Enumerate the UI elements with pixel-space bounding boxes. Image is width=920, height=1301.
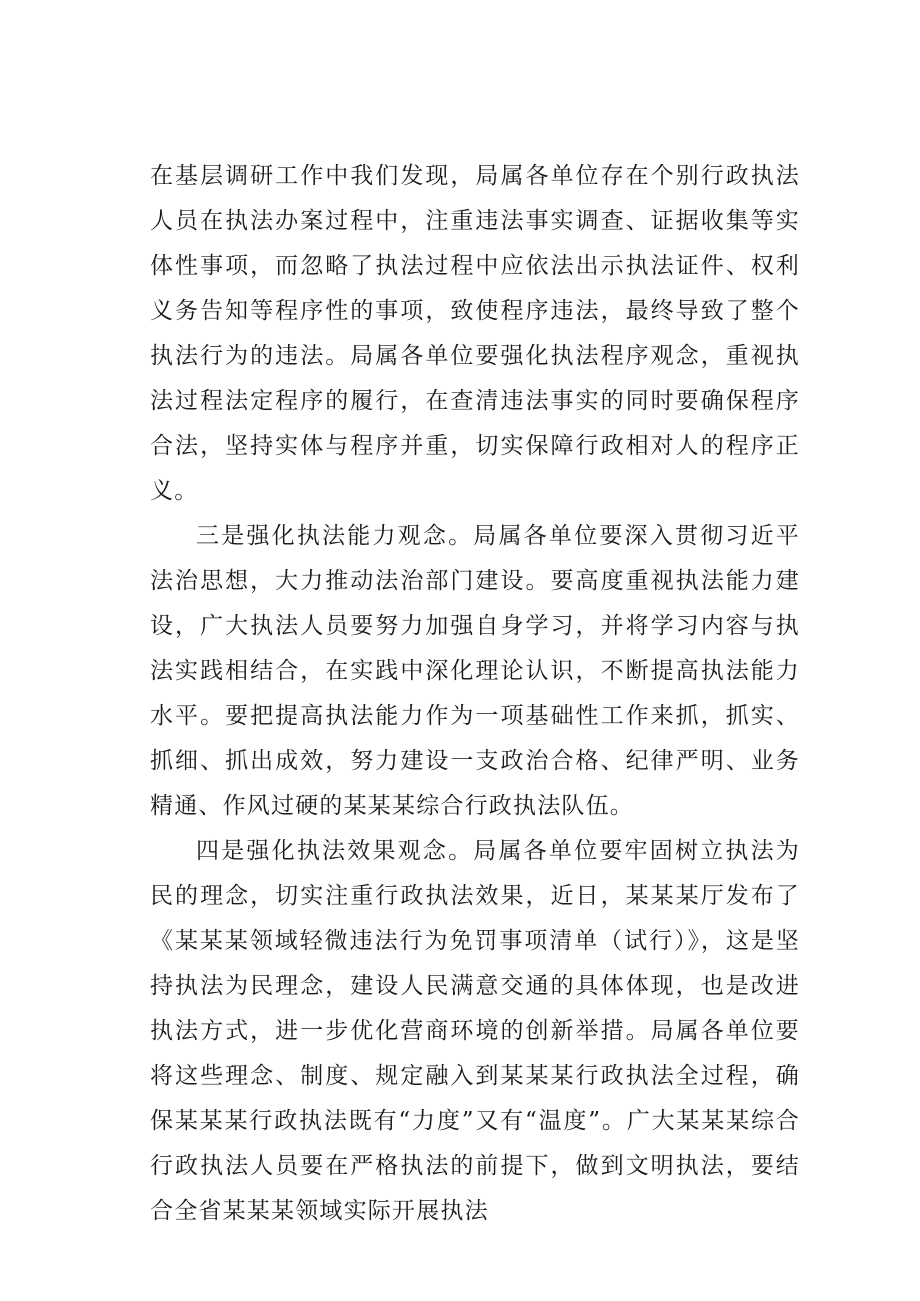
- paragraph-procedure-concept: 在基层调研工作中我们发现，局属各单位存在个别行政执法人员在执法办案过程中，注重违法事实调查、证据收集等实体性事项，而忽略了执法过程中应依法出示执法证件、权利义务告知等程序性的事项，致使程序违法，最终导致了整个执法行为的违法。局属各单位要强化执法程序观念，重视执法过程法定程序的履行，在查清违法事实的同时要确保程序合法，坚持实体与程序并重，切实保障行政相对人的程序正义。: [150, 163, 800, 504]
- paragraph-ability-concept: 三是强化执法能力观念。局属各单位要深入贯彻习近平法治思想，大力推动法治部门建设。要高度重视执法能力建设，广大执法人员要努力加强自身学习，并将学习内容与执法实践相结合，在实践中深化理论认识，不断提高执法能力水平。要把提高执法能力作为一项基础性工作来抓，抓实、抓细、抓出成效，努力建设一支政治合格、纪律严明、业务精通、作风过硬的某某某综合行政执法队伍。: [150, 523, 800, 819]
- paragraph-effect-concept: 四是强化执法效果观念。局属各单位要牢固树立执法为民的理念，切实注重行政执法效果，近日，某某某厅发布了《某某某领域轻微违法行为免罚事项清单（试行）》，这是坚持执法为民理念，建设人民满意交通的具体体现，也是改进执法方式，进一步优化营商环境的创新举措。局属各单位要将这些理念、制度、规定融入到某某某行政执法全过程，确保某某某行政执法既有“力度”又有“温度”。广大某某某综合行政执法人员要在严格执法的前提下，做到文明执法，要结合全省某某某领域实际开展执法: [150, 838, 800, 1224]
- document-body: [150, 154, 800, 1234]
